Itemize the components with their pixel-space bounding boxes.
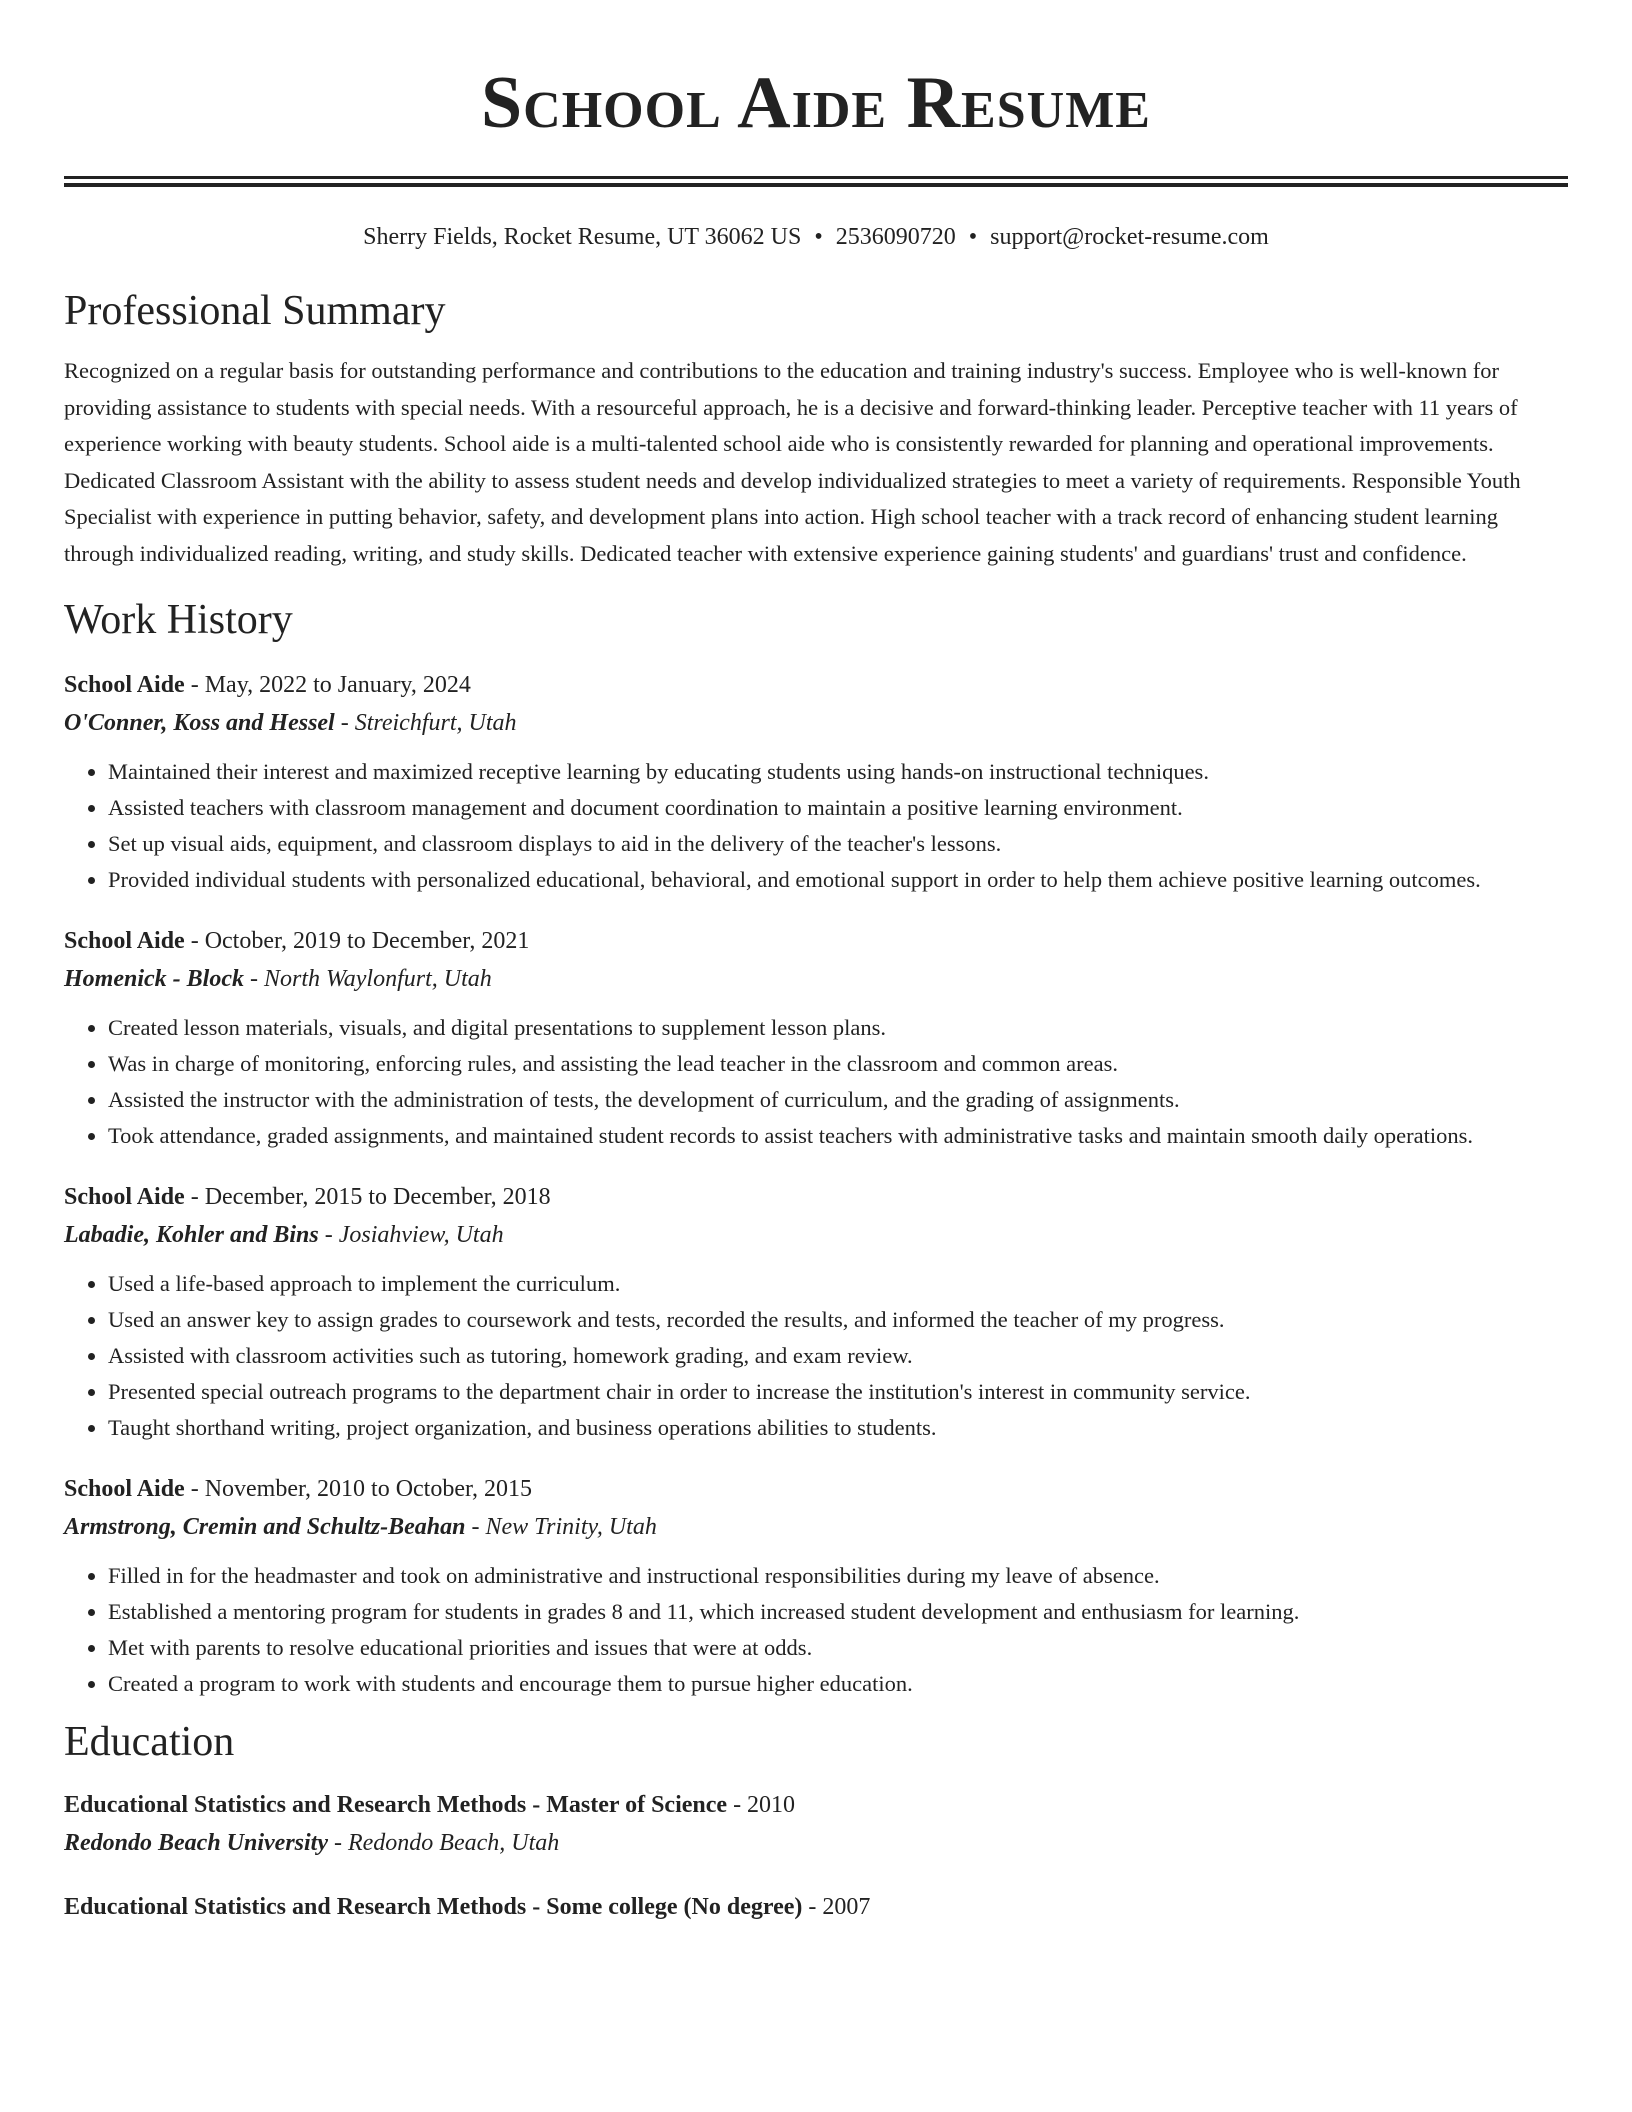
school-line <box>64 1824 1568 1862</box>
job-bullets <box>64 1266 1568 1446</box>
company-name: Homenick - Block <box>64 966 244 992</box>
job-bullet: • Assisted with classroom activities such as tutoring, homework grading, and exam review. <box>108 1338 1568 1374</box>
job-bullet: • Established a mentoring program for students in grades 8 and 11, which increased student development and enthusiasm for learning. <box>108 1594 1568 1630</box>
company-location: - Streichfurt, Utah <box>334 710 517 736</box>
job-title-line <box>64 1178 1568 1216</box>
degree-name: Educational Statistics and Research Methods - Some college (No degree) <box>64 1894 803 1920</box>
contact-separator: • <box>814 224 823 250</box>
contact-address: Sherry Fields, Rocket Resume, UT 36062 US <box>363 224 802 250</box>
job-dates: - May, 2022 to January, 2024 <box>184 672 471 698</box>
contact-email: support@rocket-resume.com <box>990 224 1269 250</box>
job-title: School Aide <box>64 928 185 954</box>
degree-year: - 2010 <box>727 1792 796 1818</box>
company-line <box>64 1508 1568 1546</box>
job-bullet: • Assisted the instructor with the administration of tests, the development of curriculum, and the grading of assignments. <box>108 1082 1568 1118</box>
job-bullet: • Created a program to work with students and encourage them to pursue higher education. <box>108 1666 1568 1702</box>
job-dates: - October, 2019 to December, 2021 <box>184 928 530 954</box>
contact-line <box>64 221 1568 253</box>
degree-line <box>64 1786 1568 1824</box>
job-entry <box>64 922 1568 1154</box>
job-title: School Aide <box>64 672 185 698</box>
job-title: School Aide <box>64 1184 185 1210</box>
degree-line <box>64 1888 1568 1926</box>
title-double-rule <box>64 176 1568 187</box>
job-dates: - December, 2015 to December, 2018 <box>184 1184 551 1210</box>
company-line <box>64 704 1568 742</box>
contact-phone: 2536090720 <box>835 224 956 250</box>
summary-text: Recognized on a regular basis for outstanding performance and contributions to the education and training industry's success. Employee who is well-known for providing assistance to students with special needs. With a resourceful approach, he is a decisive and forward-thinking leader. Perceptive teacher with 11 years of experience working with beauty students. School aide is a multi-talented school aide who is consistently rewarded for planning and operational improvements. Dedicated Classroom Assistant with the ability to assess student needs and develop individualized strategies to meet a variety of requirements. Responsible Youth Specialist with experience in putting behavior, safety, and development plans into action. High school teacher with a track record of enhancing student learning through individualized reading, writing, and study skills. Dedicated teacher with extensive experience gaining students' and guardians' trust and confidence. <box>64 358 1521 566</box>
school-name: Redondo Beach University <box>64 1830 328 1856</box>
job-bullet: • Provided individual students with personalized educational, behavioral, and emotional support in order to help them achieve positive learning outcomes. <box>108 862 1568 898</box>
job-entry <box>64 1470 1568 1702</box>
degree-year: - 2007 <box>802 1894 871 1920</box>
school-location: - Redondo Beach, Utah <box>328 1830 560 1856</box>
company-name: Armstrong, Cremin and Schultz-Beahan <box>64 1514 466 1540</box>
company-name: Labadie, Kohler and Bins <box>64 1222 319 1248</box>
job-bullet: • Met with parents to resolve educational priorities and issues that were at odds. <box>108 1630 1568 1666</box>
resume-title: School Aide Resume <box>481 62 1151 144</box>
job-title-line <box>64 666 1568 704</box>
company-location: - Josiahview, Utah <box>318 1222 504 1248</box>
job-title: School Aide <box>64 1476 185 1502</box>
job-bullet: • Assisted teachers with classroom management and document coordination to maintain a positive learning environment. <box>108 790 1568 826</box>
summary-heading: Professional Summary <box>64 288 446 334</box>
job-bullet: • Filled in for the headmaster and took on administrative and instructional responsibilities during my leave of absence. <box>108 1558 1568 1594</box>
job-bullet: • Used an answer key to assign grades to coursework and tests, recorded the results, and informed the teacher of my progress. <box>108 1302 1568 1338</box>
work-history-heading: Work History <box>64 597 293 643</box>
company-location: - New Trinity, Utah <box>465 1514 657 1540</box>
job-entry <box>64 1178 1568 1446</box>
job-bullets <box>64 754 1568 898</box>
job-title-line <box>64 1470 1568 1508</box>
job-bullet: • Maintained their interest and maximized receptive learning by educating students using hands-on instructional techniques. <box>108 754 1568 790</box>
company-line <box>64 960 1568 998</box>
contact-separator: • <box>968 224 978 250</box>
company-line <box>64 1216 1568 1254</box>
job-bullet: • Was in charge of monitoring, enforcing rules, and assisting the lead teacher in the classroom and common areas. <box>108 1046 1568 1082</box>
job-bullet: • Set up visual aids, equipment, and classroom displays to aid in the delivery of the teacher's lessons. <box>108 826 1568 862</box>
education-entry <box>64 1786 1568 1862</box>
education-entry <box>64 1888 1568 1926</box>
education-heading: Education <box>64 1719 235 1765</box>
job-bullets <box>64 1558 1568 1702</box>
job-bullets <box>64 1010 1568 1154</box>
company-name: O'Conner, Koss and Hessel <box>64 710 335 736</box>
job-bullet: • Presented special outreach programs to the department chair in order to increase the institution's interest in community service. <box>108 1374 1568 1410</box>
job-dates: - November, 2010 to October, 2015 <box>184 1476 533 1502</box>
job-bullet: • Taught shorthand writing, project organization, and business operations abilities to students. <box>108 1410 1568 1446</box>
job-bullet: • Took attendance, graded assignments, and maintained student records to assist teachers with administrative tasks and maintain smooth daily operations. <box>108 1118 1568 1154</box>
job-title-line <box>64 922 1568 960</box>
job-entry <box>64 666 1568 898</box>
job-bullet: • Used a life-based approach to implement the curriculum. <box>108 1266 1568 1302</box>
degree-name: Educational Statistics and Research Methods - Master of Science <box>64 1792 728 1818</box>
job-bullet: • Created lesson materials, visuals, and digital presentations to supplement lesson plans. <box>108 1010 1568 1046</box>
company-location: - North Waylonfurt, Utah <box>243 966 492 992</box>
